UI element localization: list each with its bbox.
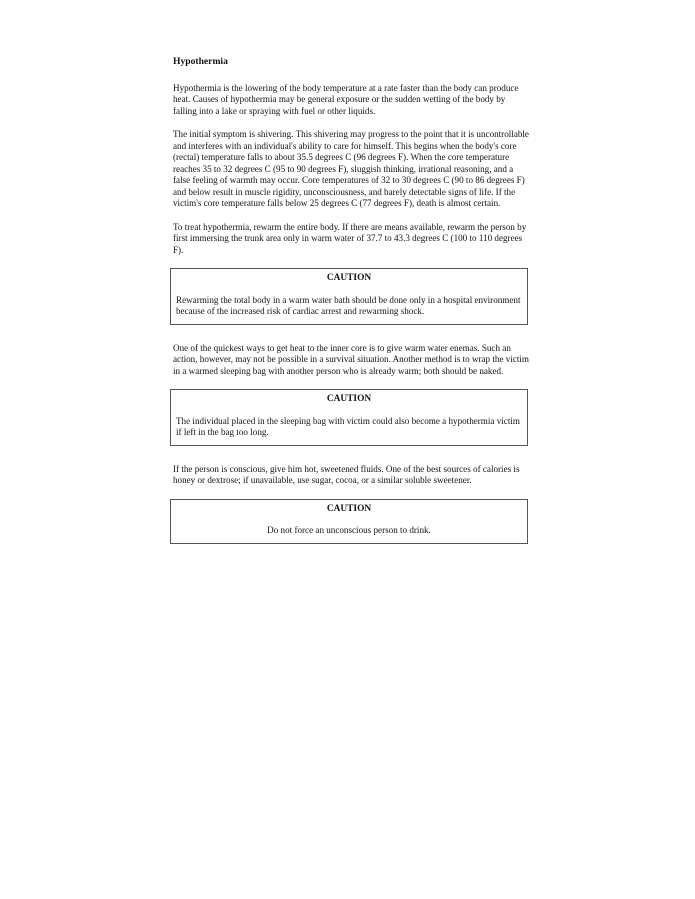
caution-text: Do not force an unconscious person to drink.: [267, 525, 431, 535]
caution-box-sleeping-bag: [170, 389, 528, 446]
caution-heading: CAUTION: [326, 273, 372, 283]
section-title: Hypothermia: [173, 56, 228, 67]
paragraph-treatment: To treat hypothermia, rewarm the entire body. If there are means available, rewarm the person by first immersing the trunk area only in warm water of 37.7 to 43.3 degrees C (100 to 110 degrees F).: [173, 221, 527, 255]
caution-text: The individual placed in the sleeping bag with victim could also become a hypothermia victim if left in the bag too long.: [176, 415, 520, 437]
document-page: [173, 56, 529, 562]
paragraph-definition: Hypothermia is the lowering of the body temperature at a rate faster than the body can produce heat. Causes of hypothermia may be general exposure or the sudden wetting of the body by falling into a lake or spraying with fuel or other liquids.: [173, 82, 519, 116]
caution-box-unconscious: [170, 499, 528, 544]
caution-text: Rewarming the total body in a warm water bath should be done only in a hospital environment because of the increased risk of cardiac arrest and rewarming shock.: [176, 294, 521, 316]
paragraph-fluids: If the person is conscious, give him hot, sweetened fluids. One of the best sources of calories is honey or dextrose; if unavailable, use sugar, cocoa, or a similar soluble sweetener.: [173, 463, 520, 485]
caution-box-rewarming: [170, 268, 528, 325]
paragraph-symptoms: The initial symptom is shivering. This shivering may progress to the point that it is uncontrollable and interferes with an individual's ability to care for himself. This begins when the body's core (rectal) temperature falls to about 35.5 degrees C (96 degrees F). When the core temperature reaches 35 to 32 degrees C (95 to 90 degrees F), sluggish thinking, irrational reasoning, and a false feeling of warmth may occur. Core temperatures of 32 to 30 degrees C (90 to 86 degrees F) and below result in muscle rigidity, unconsciousness, and barely detectable signs of life. If the victim's core temperature falls below 25 degrees C (77 degrees F), death is almost certain.: [173, 129, 529, 208]
paragraph-core-heating: One of the quickest ways to get heat to the inner core is to give warm water enemas. Such an action, however, may not be possible in a survival situation. Another method is to wrap the victim in a warmed sleeping bag with another person who is already warm; both should be naked.: [173, 342, 529, 376]
caution-heading: CAUTION: [326, 503, 372, 514]
caution-heading: CAUTION: [326, 394, 372, 404]
